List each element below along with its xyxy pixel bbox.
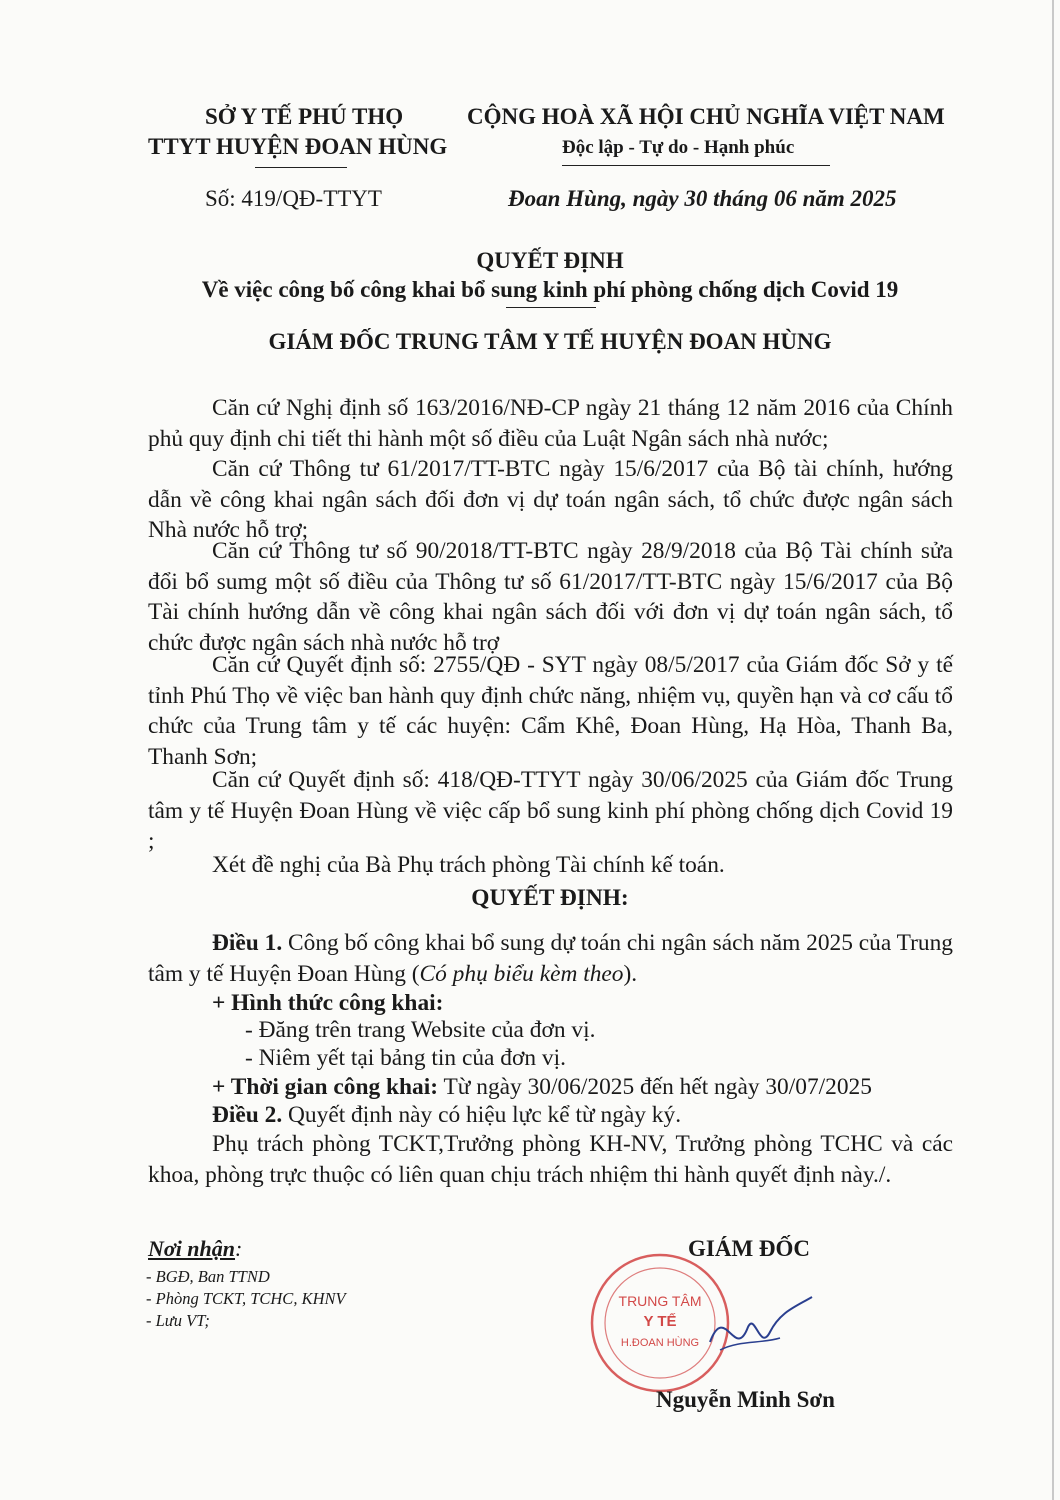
handwritten-signature	[700, 1292, 820, 1372]
article-2-label: Điều 2.	[212, 1102, 283, 1128]
signer-name: Nguyễn Minh Sơn	[656, 1387, 835, 1412]
stamp-line: H.ĐOAN HÙNG	[620, 1337, 700, 1349]
preamble-1: Căn cứ Nghị định số 163/2016/NĐ-CP ngày 21 tháng 12 năm 2016 của Chính phủ quy định chi tiết thi hành một số điều của Luật Ngân sách nhà nước;	[148, 395, 953, 452]
preamble-4: Căn cứ Quyết định số: 2755/QĐ - SYT ngày 08/5/2017 của Giám đốc Sở y tế tỉnh Phú Thọ về việc ban hành quy định chức năng, nhiệm vụ, quyền hạn và cơ cấu tổ chức của Trung tâm y tế các huyện: Cẩm Khê, Đoan Hùng, Hạ Hòa, Thanh Ba, Thanh Sơn;	[148, 652, 953, 770]
article-1-end: ).	[623, 960, 638, 987]
org-underline	[255, 167, 347, 168]
doc-subject: Về việc công bố công khai bổ sung kinh phí phòng chống dịch Covid 19	[201, 277, 899, 302]
recipient-item: - Phòng TCKT, TCHC, KHNV	[146, 1289, 346, 1308]
nation-title: CỘNG HOÀ XÃ HỘI CHỦ NGHĨA VIỆT NAM	[467, 104, 945, 129]
authority: GIÁM ĐỐC TRUNG TÂM Y TẾ HUYỆN ĐOAN HÙNG	[268, 329, 832, 354]
preamble-6: Xét đề nghị của Bà Phụ trách phòng Tài chính kế toán.	[212, 852, 725, 878]
stamp-line: Y TẾ	[643, 1313, 677, 1330]
scan-edge	[1052, 0, 1054, 1500]
signer-title: GIÁM ĐỐC	[688, 1236, 811, 1261]
org-name: TTYT HUYỆN ĐOAN HÙNG	[148, 134, 448, 159]
publication-form-label: + Hình thức công khai:	[212, 990, 444, 1016]
org-parent: SỞ Y TẾ PHÚ THỌ	[205, 104, 404, 129]
stamp-line: TRUNG TÂM	[618, 1293, 702, 1309]
subject-underline	[506, 307, 596, 308]
publication-time	[212, 1072, 872, 1103]
article-1-annex: Có phụ biểu kèm theo	[419, 960, 624, 987]
recipient-item: - BGĐ, Ban TTND	[146, 1267, 270, 1286]
doc-number: Số: 419/QĐ-TTYT	[205, 186, 382, 211]
decision-heading: QUYẾT ĐỊNH:	[471, 885, 629, 911]
motto-underline	[562, 165, 830, 166]
article-1-text: Công bố công khai bổ sung dự toán chi ngân sách năm 2025 của Trung tâm y tế Huyện Đoan Hùng (	[148, 930, 953, 987]
publication-form-item: - Đăng trên trang Website của đơn vị.	[245, 1017, 596, 1043]
motto: Độc lập - Tự do - Hạnh phúc	[562, 137, 795, 158]
recipients-heading	[148, 1236, 242, 1262]
publication-time-label: + Thời gian công khai:	[212, 1074, 439, 1100]
place-date: Đoan Hùng, ngày 30 tháng 06 năm 2025	[508, 186, 897, 211]
preamble-5: Căn cứ Quyết định số: 418/QĐ-TTYT ngày 30/06/2025 của Giám đốc Trung tâm y tế Huyện Đoan Hùng về việc cấp bổ sung kinh phí phòng chống dịch Covid 19 ;	[148, 767, 953, 855]
publication-form-item: - Niêm yết tại bảng tin của đơn vị.	[245, 1045, 566, 1071]
doc-type: QUYẾT ĐỊNH	[476, 248, 624, 273]
article-1-label: Điều 1.	[212, 930, 283, 956]
preamble-2: Căn cứ Thông tư 61/2017/TT-BTC ngày 15/6/2017 của Bộ tài chính, hướng dẫn về công khai ngân sách đối đơn vị dự toán ngân sách, tổ chức được ngân sách Nhà nước hỗ trợ;	[148, 456, 953, 544]
article-2-text: Quyết định này có hiệu lực kể từ ngày ký.	[282, 1102, 682, 1128]
publication-time-text: Từ ngày 30/06/2025 đến hết ngày 30/07/2025	[438, 1074, 872, 1100]
article-1	[148, 928, 953, 989]
execution-clause: Phụ trách phòng TCKT,Trưởng phòng KH-NV, Trưởng phòng TCHC và các khoa, phòng trực thuộc có liên quan chịu trách nhiệm thi hành quyết định này./.	[148, 1131, 953, 1188]
recipients-label: Nơi nhận	[148, 1236, 236, 1261]
recipient-item: - Lưu VT;	[146, 1311, 210, 1330]
recipients-colon: :	[235, 1236, 243, 1261]
preamble-3: Căn cứ Thông tư số 90/2018/TT-BTC ngày 28/9/2018 của Bộ Tài chính sửa đổi bổ sumg một số điều của Thông tư số 61/2017/TT-BTC ngày 15/6/2017 của Bộ Tài chính hướng dẫn về công khai ngân sách đối với đơn vị dự toán ngân sách, tổ chức được ngân sách nhà nước hỗ trợ	[148, 538, 953, 656]
article-2	[212, 1100, 681, 1131]
